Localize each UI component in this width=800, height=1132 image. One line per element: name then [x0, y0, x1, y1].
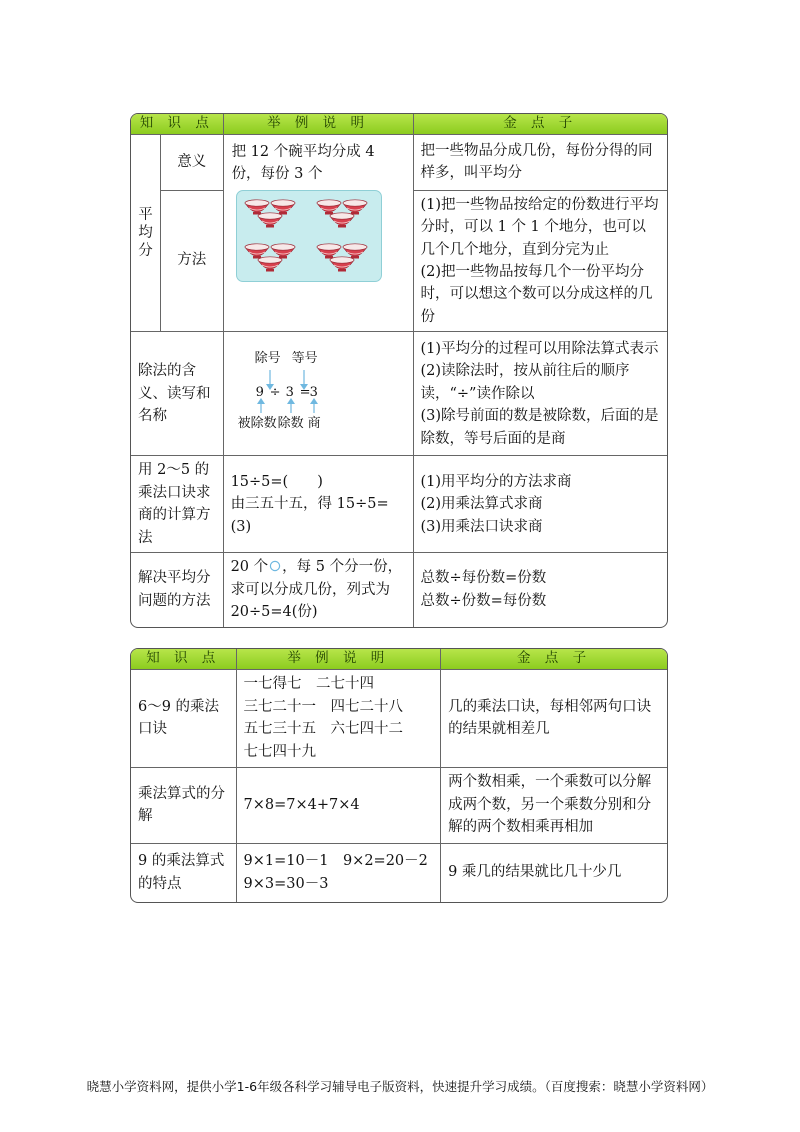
solve-label: 解决平均分问题的方法: [131, 553, 224, 626]
mult-label-1: 乘法算式的分解: [131, 768, 237, 844]
avg-label-cell: [131, 135, 161, 333]
header-example: 举 例 说 明: [237, 649, 442, 670]
meaning-tip: 把一些物品分成几份，每份分得的同样多，叫平均分: [414, 135, 668, 191]
mult-examples-1: [237, 768, 442, 844]
bowl-icon: [343, 199, 367, 214]
bowl-icon: [330, 212, 354, 227]
header-tip: 金 点 子: [414, 114, 668, 135]
quotient-tip-2: (2)用乘法算式求商: [420, 496, 543, 513]
bowl-icon: [343, 243, 367, 258]
equal-operator: =: [299, 384, 311, 400]
bowl-icon: [317, 199, 341, 214]
division-operator: ÷: [269, 384, 281, 400]
header-tip: 金 点 子: [441, 649, 667, 670]
mult-examples-0: [237, 670, 442, 768]
avg-example-cell: [224, 135, 414, 333]
division-tip-3: (3)除号前面的数是被除数，后面的是除数，等号后面的是商: [420, 408, 659, 447]
quotient-tip-cell: [414, 456, 668, 553]
label-dividend: 被除数: [237, 415, 277, 431]
table-header-row: [131, 114, 667, 135]
method-tip-1: (1)把一些物品按给定的份数进行平均分时，可以 1 个 1 个地分，也可以几个几个地分，直到分完为止: [420, 196, 659, 258]
table-row: [131, 553, 667, 626]
division-diagram: [228, 348, 403, 440]
divisor-number: 3: [285, 384, 294, 400]
avg-label: 平均分: [138, 206, 153, 260]
table-row: [131, 844, 667, 902]
solve-example-b: ，每 5 个分一份，求可以分成几份，列式为 20÷5=4(份): [230, 559, 403, 621]
table-row: [131, 768, 667, 844]
bowl-icon: [271, 199, 295, 214]
mult-tip-2: 9 乘几的结果就比几十少几: [448, 864, 622, 881]
knowledge-table-multiplication: [130, 648, 668, 903]
mult-label-0: 6～9 的乘法口诀: [131, 670, 237, 768]
mult-example-2-0: 9×1=10－1 9×2=20－2: [243, 853, 428, 870]
mult-example-0-3: 七七四十九: [243, 743, 317, 760]
division-tip-2: (2)读除法时，按从前往后的顺序读，“÷”读作除以: [420, 363, 630, 402]
division-tip-1: (1)平均分的过程可以用除法算式表示: [420, 340, 659, 357]
mult-example-0-2: 五七三十五 六七四十二: [243, 721, 404, 738]
bowl-icon: [258, 256, 282, 271]
division-tip-cell: [414, 332, 668, 456]
method-tip-cell: [414, 191, 668, 333]
circle-icon: [269, 560, 281, 572]
table-row: [131, 456, 667, 553]
quotient-label: 用 2～5 的乘法口诀求商的计算方法: [131, 456, 224, 553]
division-label: 除法的含义、读写和名称: [131, 332, 224, 456]
bowl-icons: [237, 191, 381, 281]
mult-examples-2: [237, 844, 442, 902]
label-division-sign: 除号: [254, 350, 281, 366]
table-header-row: [131, 649, 667, 670]
quotient-tip-1: (1)用平均分的方法求商: [420, 473, 572, 490]
mult-example-1-0: 7×8=7×4+7×4: [243, 796, 360, 813]
mult-label-2: 9 的乘法算式的特点: [131, 844, 237, 902]
mult-tip-0: 几的乘法口诀，每相邻两句口诀的结果就相差几: [441, 670, 667, 768]
bowl-icon: [330, 256, 354, 271]
mult-example-0-1: 三七二十一 四七二十八: [243, 698, 404, 715]
division-diagram-cell: [224, 332, 414, 456]
quotient-number: 3: [309, 384, 318, 400]
footer-watermark: 晓慧小学资料网，提供小学1-6年级各科学习辅导电子版资料，快速提升学习成绩。（百度搜索：晓慧小学资料网）: [86, 1079, 714, 1094]
avg-example-text: 把 12 个碗平均分成 4 份，每份 3 个: [231, 143, 375, 183]
knowledge-table-division: [130, 113, 668, 628]
label-divisor: 除数: [277, 415, 304, 431]
label-equal-sign: 等号: [291, 350, 318, 366]
bowl-icon: [271, 243, 295, 258]
mult-example-0-0: 一七得七 二七十四: [243, 676, 375, 693]
header-knowledge-point: 知 识 点: [131, 649, 237, 670]
quotient-example-1: 15÷5=( ): [230, 473, 323, 490]
bowl-icon: [245, 243, 269, 258]
bowl-icon: [317, 243, 341, 258]
mult-tip-1: 两个数相乘，一个乘数可以分解成两个数，另一个乘数分别和分解的两个数相乘再相加: [441, 768, 667, 844]
dividend-number: 9: [255, 384, 264, 400]
table-row: [131, 135, 667, 191]
table-row: [131, 670, 667, 768]
label-quotient: 商: [307, 415, 321, 431]
method-label: 方法: [161, 191, 224, 333]
header-knowledge-point: 知 识 点: [131, 114, 224, 135]
header-example: 举 例 说 明: [224, 114, 414, 135]
bowl-icon: [258, 212, 282, 227]
solve-example-a: 20 个: [230, 559, 269, 576]
mult-example-2-1: 9×3=30－3: [243, 875, 329, 892]
quotient-example-2: 由三五十五，得 15÷5=(3): [230, 496, 389, 535]
table-row: [131, 332, 667, 456]
quotient-tip-3: (3)用乘法口诀求商: [420, 518, 543, 535]
solve-tip-1: 总数÷每份数=份数: [420, 570, 547, 587]
meaning-label: 意义: [161, 135, 224, 191]
solve-example-cell: [224, 553, 414, 626]
method-tip-2: (2)把一些物品按每几个一份平均分时，可以想这个数可以分成这样的几份: [420, 263, 653, 325]
bowl-icon: [245, 199, 269, 214]
solve-tip-cell: [414, 553, 668, 626]
solve-tip-2: 总数÷份数=每份数: [420, 592, 547, 609]
bowls-illustration: [236, 190, 382, 282]
quotient-example-cell: [224, 456, 414, 553]
